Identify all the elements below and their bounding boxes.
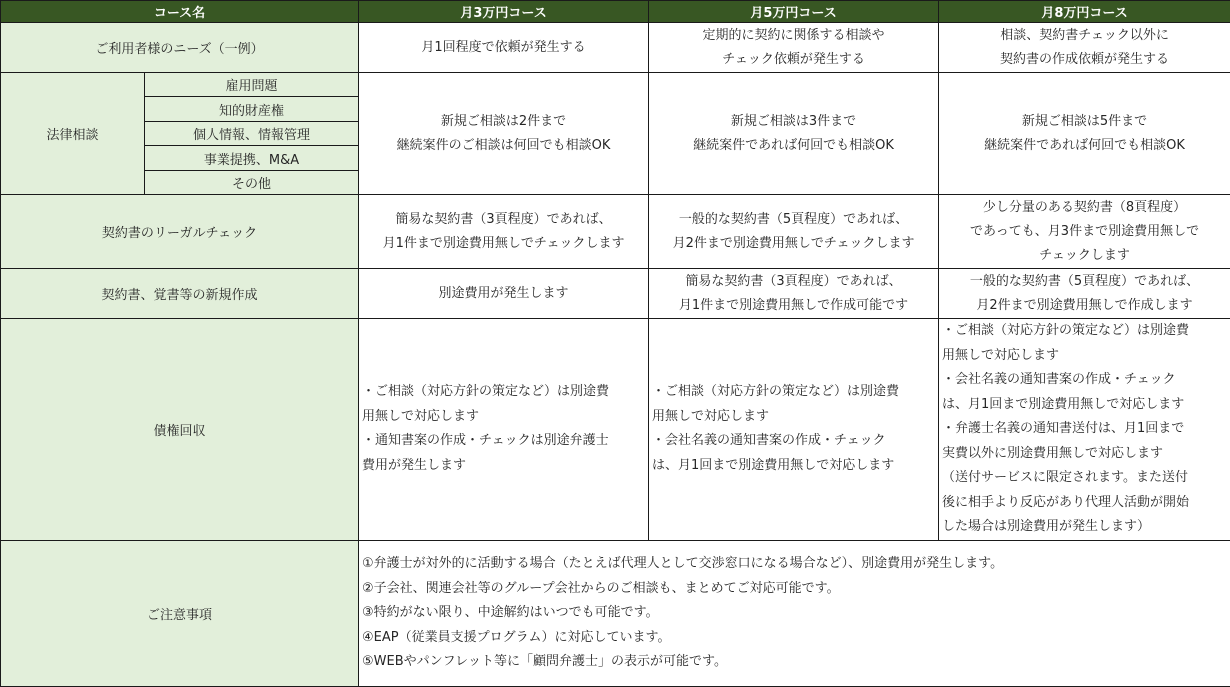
contract-check-plan1-line: 簡易な契約書（3頁程度）であれば、	[395, 211, 612, 227]
needs-plan1	[359, 23, 649, 73]
contract-check-plan3-line: 少し分量のある契約書（8頁程度）	[982, 199, 1187, 215]
needs-row	[1, 23, 1230, 73]
notes-row	[1, 540, 1230, 687]
debt-plan3-line: 後に相手より反応があり代理人活動が開始	[942, 494, 1190, 510]
needs-label: ご利用者様のニーズ（一例）	[1, 23, 359, 73]
debt-plan3	[939, 319, 1230, 541]
notes-list	[359, 540, 1230, 687]
header-plan-3man: 月3万円コース	[359, 1, 649, 23]
contract-check-plan1-line: 月1件まで別途費用無しでチェックします	[382, 235, 625, 251]
debt-plan2	[649, 319, 939, 541]
header-plan-8man: 月8万円コース	[939, 1, 1230, 23]
new-creation-label: 契約書、覚書等の新規作成	[1, 269, 359, 319]
notes-label: ご注意事項	[1, 540, 359, 687]
notes-item: ①弁護士が対外的に活動する場合（たとえば代理人として交渉窓口になる場合など）、別途費用が発生します。	[362, 556, 1004, 571]
notes-item: ⑤WEBやパンフレット等に「顧問弁護士」の表示が可能です。	[362, 654, 727, 669]
new-creation-plan2-line: 簡易な契約書（3頁程度）であれば、	[685, 273, 902, 289]
debt-plan1-line: ・ご相談（対応方針の策定など）は別途費	[362, 384, 610, 400]
debt-plan1	[359, 319, 649, 541]
new-creation-plan3-line: 一般的な契約書（5頁程度）であれば、	[969, 273, 1200, 289]
debt-plan3-line: ・弁護士名義の通知書送付は、月1回まで	[942, 421, 1185, 436]
contract-check-plan2	[649, 195, 939, 269]
new-creation-plan2	[649, 269, 939, 319]
header-row	[1, 1, 1230, 23]
legal-sub-ip: 知的財産権	[145, 97, 359, 122]
needs-plan3	[939, 23, 1230, 73]
debt-plan2-line: 用無しで対応します	[652, 408, 770, 424]
legal-row	[1, 73, 1230, 97]
legal-sub-alliance: 事業提携、M&A	[145, 146, 359, 171]
legal-plan1-line: 継続案件のご相談は何回でも相談OK	[396, 137, 611, 153]
debt-plan1-line: ・通知書案の作成・チェックは別途弁護士	[362, 433, 609, 449]
debt-label: 債権回収	[1, 319, 359, 541]
legal-plan3	[939, 73, 1230, 195]
new-creation-plan3-line: 月2件まで別途費用無しで作成します	[976, 297, 1193, 313]
contract-check-plan1	[359, 195, 649, 269]
legal-sub-privacy: 個人情報、情報管理	[145, 122, 359, 146]
debt-plan2-line: は、月1回まで別途費用無しで対応します	[652, 457, 895, 473]
needs-plan1-line: 月1回程度で依頼が発生する	[421, 39, 586, 55]
new-creation-plan3	[939, 269, 1230, 319]
debt-plan3-line: は、月1回まで別途費用無しで対応します	[942, 396, 1185, 412]
new-creation-plan2-line: 月1件まで別途費用無しで作成可能です	[678, 297, 909, 313]
contract-check-plan3-line: チェックします	[1039, 247, 1130, 263]
debt-plan2-line: ・会社名義の通知書案の作成・チェック	[652, 433, 886, 449]
debt-plan3-line: ・ご相談（対応方針の策定など）は別途費	[942, 323, 1190, 338]
contract-check-plan3-line: であっても、月3件まで別途費用無しで	[969, 223, 1200, 239]
legal-plan1-line: 新規ご相談は2件まで	[440, 113, 567, 129]
new-creation-plan1	[359, 269, 649, 319]
debt-plan1-line: 用無しで対応します	[362, 408, 480, 424]
needs-plan2-line: 定期的に契約に関係する相談や	[702, 27, 885, 43]
legal-plan2	[649, 73, 939, 195]
new-creation-plan1-line: 別途費用が発生します	[438, 285, 569, 301]
needs-plan3-line: 契約書の作成依頼が発生する	[1000, 51, 1170, 67]
contract-check-row	[1, 195, 1230, 269]
notes-item: ②子会社、関連会社等のグループ会社からのご相談も、まとめてご対応可能です。	[362, 580, 840, 596]
needs-plan3-line: 相談、契約書チェック以外に	[1000, 27, 1169, 43]
notes-item: ④EAP（従業員支援プログラム）に対応しています。	[362, 629, 671, 645]
legal-plan3-line: 新規ご相談は5件まで	[1021, 113, 1148, 129]
legal-sub-other: その他	[145, 171, 359, 195]
legal-plan3-line: 継続案件であれば何回でも相談OK	[984, 137, 1185, 153]
contract-check-plan2-line: 月2件まで別途費用無しでチェックします	[672, 235, 915, 251]
legal-plan2-line: 新規ご相談は3件まで	[730, 113, 857, 129]
debt-plan3-line: 実費以外に別途費用無しで対応します	[942, 445, 1164, 461]
contract-check-plan3	[939, 195, 1230, 269]
legal-plan2-line: 継続案件であれば何回でも相談OK	[693, 137, 894, 153]
debt-plan3-line: （送付サービスに限定されます。また送付	[942, 470, 1188, 485]
debt-plan3-line: ・会社名義の通知書案の作成・チェック	[942, 372, 1176, 387]
header-course-name: コース名	[1, 1, 359, 23]
debt-plan3-line: した場合は別途費用が発生します）	[942, 519, 1151, 534]
debt-row	[1, 319, 1230, 541]
header-plan-5man: 月5万円コース	[649, 1, 939, 23]
notes-item: ③特約がない限り、中途解約はいつでも可能です。	[362, 605, 659, 620]
needs-plan2	[649, 23, 939, 73]
new-creation-row	[1, 269, 1230, 319]
debt-plan1-line: 費用が発生します	[362, 457, 467, 473]
debt-plan3-line: 用無しで対応します	[942, 347, 1060, 363]
legal-plan1	[359, 73, 649, 195]
legal-label: 法律相談	[1, 73, 145, 195]
contract-check-plan2-line: 一般的な契約書（5頁程度）であれば、	[678, 211, 909, 227]
debt-plan2-line: ・ご相談（対応方針の策定など）は別途費	[652, 384, 900, 400]
contract-check-label: 契約書のリーガルチェック	[1, 195, 359, 269]
needs-plan2-line: チェック依頼が発生する	[722, 51, 865, 67]
legal-sub-employment: 雇用問題	[145, 73, 359, 97]
